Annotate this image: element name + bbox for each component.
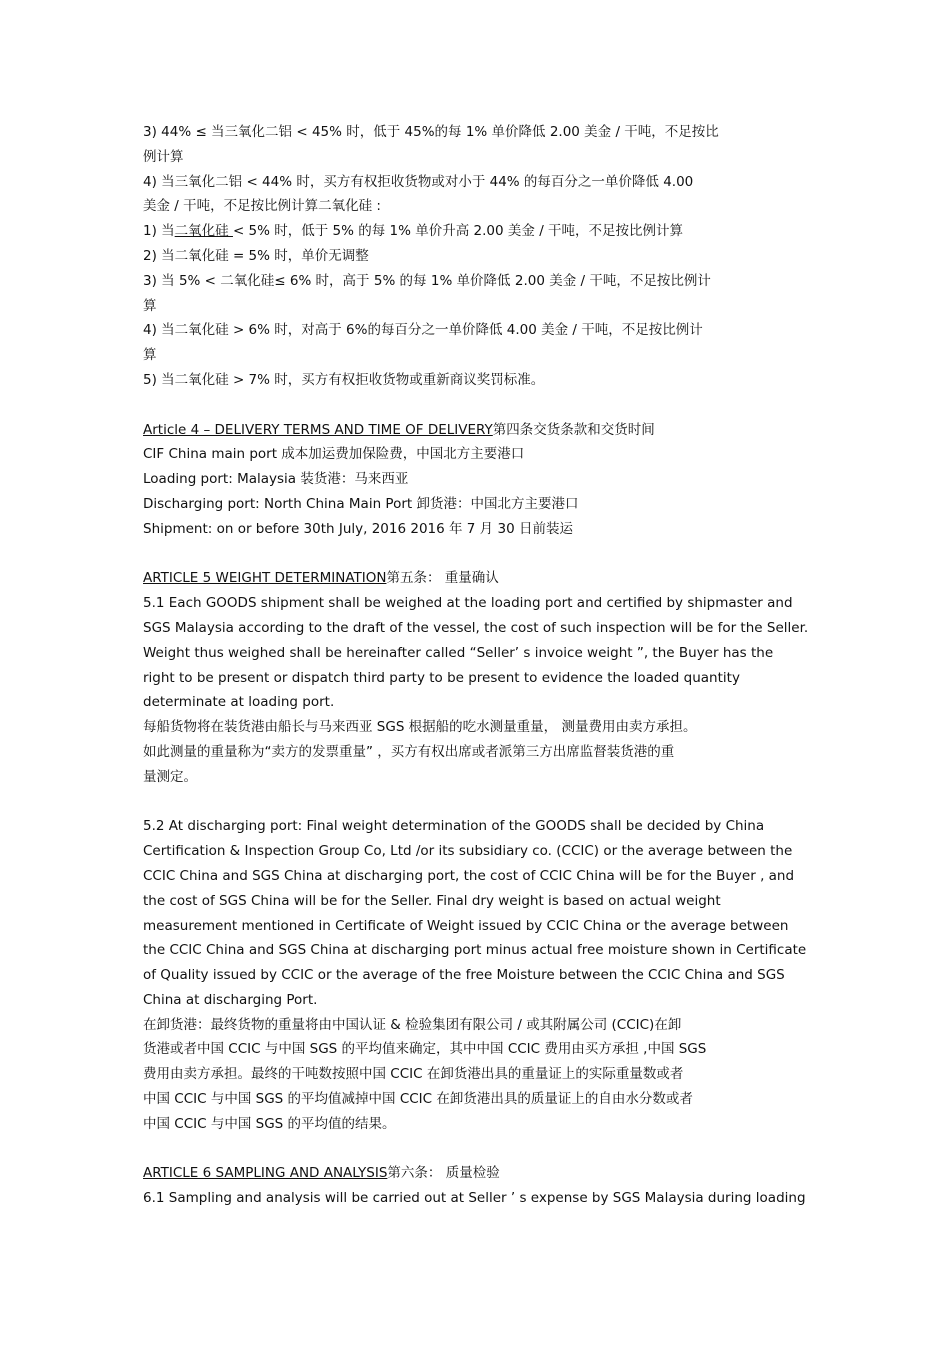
article-4-loading-port: Loading port: Malaysia 装货港：马来西亚 xyxy=(143,471,409,488)
section-spacer xyxy=(143,1137,808,1162)
silica-rule-3-cont: 算 xyxy=(143,297,157,314)
silica-rule-4-cont: 算 xyxy=(143,347,157,364)
clause-5-2-line: CCIC China and SGS China at discharging port, the cost of CCIC China will be for the Buyer , and xyxy=(143,867,795,884)
article-6-heading-cn: 第六条： 质量检验 xyxy=(387,1165,500,1182)
clause-5-2-cn-line: 货港或者中国 CCIC 与中国 SGS 的平均值来确定，其中中国 CCIC 费用由买方承担 ,中国 SGS xyxy=(143,1041,707,1058)
article-4-shipment: Shipment: on or before 30th July, 2016 2016 年 7 月 30 日前装运 xyxy=(143,520,573,537)
clause-5-2-cn-line: 在卸货港：最终货物的重量将由中国认证 & 检验集团有限公司 / 或其附属公司 (CCIC)在卸 xyxy=(143,1016,682,1033)
article-5-heading-en: ARTICLE 5 WEIGHT DETERMINATION xyxy=(143,570,387,587)
clause-5-2-line: Certification & Inspection Group Co, Ltd /or its subsidiary co. (CCIC) or the average between the xyxy=(143,843,793,860)
clause-5-2-line: 5.2 At discharging port: Final weight determination of the GOODS shall be decided by China xyxy=(143,818,765,835)
article-5-heading-cn: 第五条： 重量确认 xyxy=(386,570,499,587)
clause-5-2-cn-line: 中国 CCIC 与中国 SGS 的平均值减掉中国 CCIC 在卸货港出具的质量证上的自由水分数或者 xyxy=(143,1091,693,1108)
clause-5-2-line: the cost of SGS China will be for the Seller. Final dry weight is based on actual weight xyxy=(143,892,721,909)
silica-rule-2: 2) 当二氧化硅 = 5% 时，单价无调整 xyxy=(143,247,369,264)
alumina-rule-3: 3) 44% ≤ 当三氧化二铝 < 45% 时，低于 45%的每 1% 单价降低 2.00 美金 / 干吨，不足按比 xyxy=(143,124,719,140)
clause-5-2-line: China at discharging Port. xyxy=(143,991,318,1008)
clause-6-1-line: 6.1 Sampling and analysis will be carried out at Seller ’ s expense by SGS Malaysia during loading xyxy=(143,1190,806,1207)
alumina-rule-4: 4) 当三氧化二铝 < 44% 时，买方有权拒收货物或对小于 44% 的每百分之一单价降低 4.00 xyxy=(143,173,694,190)
clause-5-2-line: the CCIC China and SGS China at discharging port minus actual free moisture shown in Certificate xyxy=(143,942,807,959)
silica-rule-5: 5) 当二氧化硅 > 7% 时，买方有权拒收货物或重新商议奖罚标准。 xyxy=(143,371,545,388)
clause-5-1-cn-line: 每船货物将在装货港由船长与马来西亚 SGS 根据船的吃水测量重量， 测量费用由卖方承担。 xyxy=(143,719,697,736)
document-page xyxy=(143,120,808,1211)
clause-5-2-cn-line: 费用由卖方承担。最终的干吨数按照中国 CCIC 在卸货港出具的重量证上的实际重量数或者 xyxy=(143,1066,684,1083)
silica-rule-1-pre: 1) 当 xyxy=(143,223,175,240)
article-5-heading xyxy=(143,566,808,591)
clause-5-1-cn-line: 量测定。 xyxy=(143,768,197,785)
article-4-cif: CIF China main port 成本加运费加保险费，中国北方主要港口 xyxy=(143,446,525,463)
article-6-heading-en: ARTICLE 6 SAMPLING AND ANALYSIS xyxy=(143,1165,388,1182)
clause-5-1-line: right to be present or dispatch third party to be present to evidence the loaded quantity xyxy=(143,669,740,686)
clause-5-1-cn-line: 如此测量的重量称为“卖方的发票重量” ，买方有权出席或者派第三方出席监督装货港的重 xyxy=(143,743,675,760)
silica-rule-1 xyxy=(143,219,808,244)
article-6-heading xyxy=(143,1161,808,1186)
clause-5-1-line: 5.1 Each GOODS shipment shall be weighed at the loading port and certified by shipmaster and xyxy=(143,595,793,612)
alumina-rule-4-cont: 美金 / 干吨，不足按比例计算二氧化硅 : xyxy=(143,198,381,215)
clause-5-2-line: of Quality issued by CCIC or the average of the free Moisture between the CCIC China and SGS xyxy=(143,967,785,984)
clause-5-1-line: SGS Malaysia according to the draft of the vessel, the cost of such inspection will be for the Seller. xyxy=(143,619,809,636)
article-4-heading-en: Article 4 – DELIVERY TERMS AND TIME OF DELIVERY xyxy=(143,421,493,438)
section-spacer xyxy=(143,542,808,567)
alumina-rule-3-cont: 例计算 xyxy=(143,148,184,165)
article-4-heading xyxy=(143,418,808,443)
clause-5-2-cn-line: 中国 CCIC 与中国 SGS 的平均值的结果。 xyxy=(143,1115,396,1132)
silica-rule-3: 3) 当 5% < 二氧化硅≤ 6% 时，高于 5% 的每 1% 单价降低 2.00 美金 / 干吨，不足按比例计 xyxy=(143,272,711,289)
article-4-discharging-port: Discharging port: North China Main Port 卸货港：中国北方主要港口 xyxy=(143,495,579,512)
silica-rule-4: 4) 当二氧化硅 > 6% 时，对高于 6%的每百分之一单价降低 4.00 美金 / 干吨，不足按比例计 xyxy=(143,322,703,339)
silica-rule-1-underlined: 二氧化硅 xyxy=(174,223,233,240)
section-spacer xyxy=(143,790,808,815)
article-4-heading-cn: 第四条交货条款和交货时间 xyxy=(492,421,655,438)
section-spacer xyxy=(143,393,808,418)
clause-5-1-line: determinate at loading port. xyxy=(143,694,335,711)
clause-5-1-line: Weight thus weighed shall be hereinafter called “Seller’ s invoice weight ”, the Buyer has the xyxy=(143,644,774,661)
clause-5-2-line: measurement mentioned in Certificate of Weight issued by CCIC China or the average between xyxy=(143,917,789,934)
silica-rule-1-post: < 5% 时，低于 5% 的每 1% 单价升高 2.00 美金 / 干吨，不足按比例计算 xyxy=(232,223,684,240)
